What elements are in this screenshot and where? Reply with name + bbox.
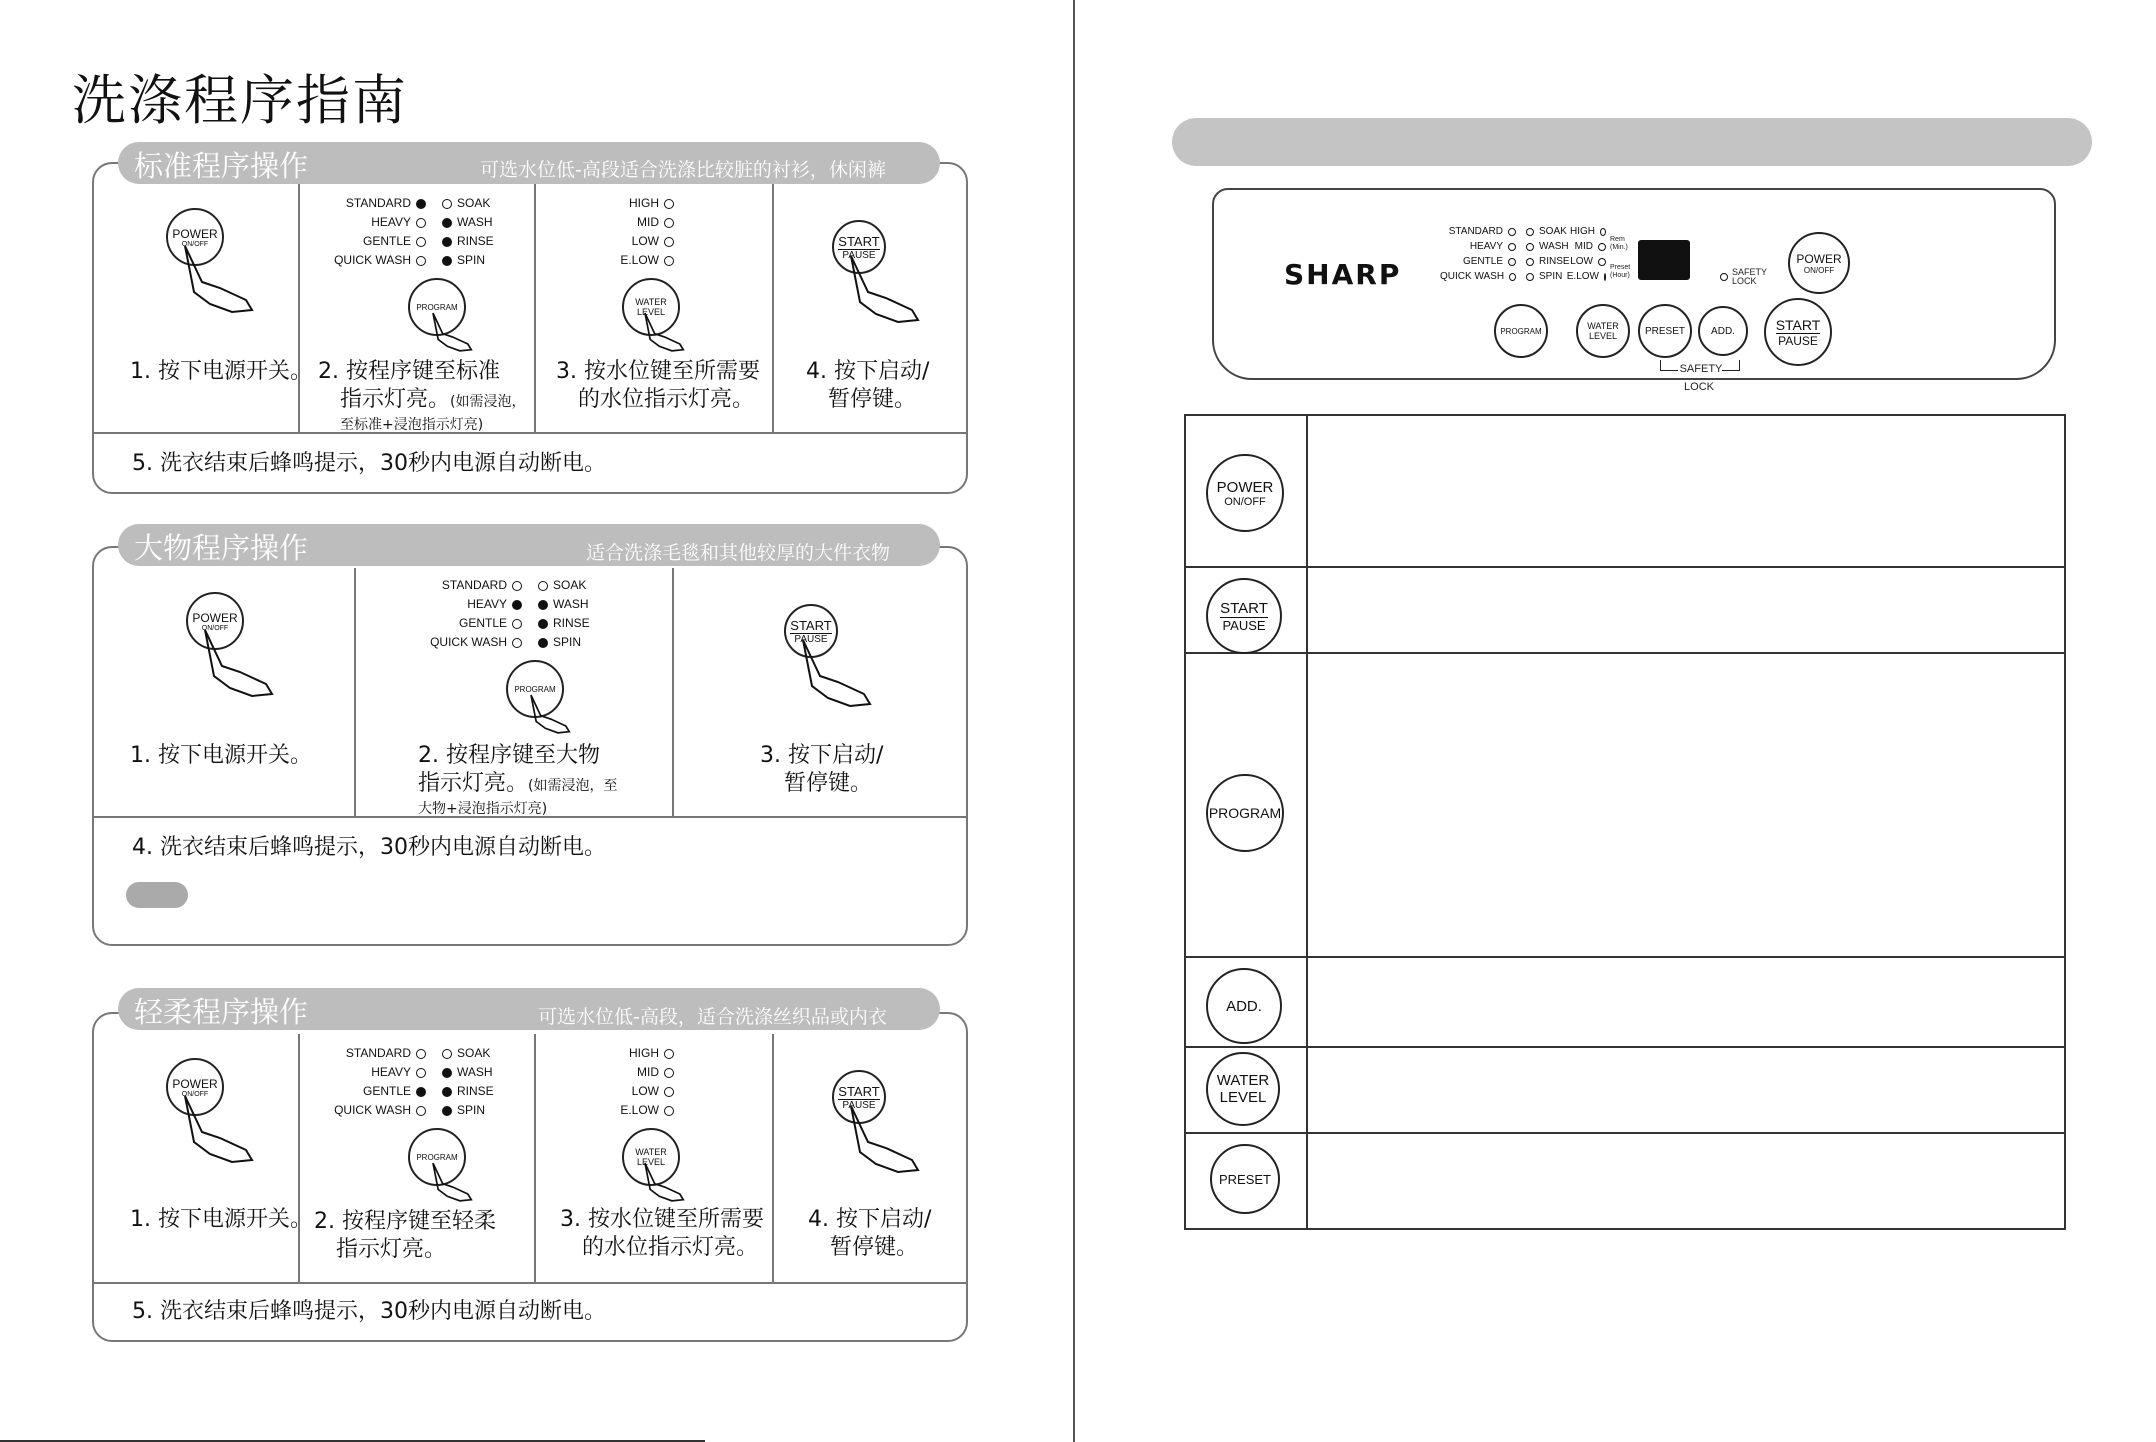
- button-description-table: [1184, 414, 2066, 1230]
- power-sub-label: ON/OFF: [181, 1090, 209, 1098]
- indicator-dot: [664, 256, 674, 266]
- hand-icon: [526, 694, 576, 734]
- step-line: 4. 按下启动/: [808, 1207, 932, 1232]
- indicator-dot: [1526, 243, 1534, 251]
- digital-display: [1638, 240, 1690, 280]
- label-wash: WASH: [457, 1065, 493, 1079]
- step-text: [808, 1206, 931, 1262]
- label-rinse: RINSE: [553, 616, 590, 630]
- water-label: WATER: [1216, 1072, 1270, 1089]
- indicator-dot: [664, 1087, 674, 1097]
- program-label: PROGRAM: [1208, 805, 1282, 821]
- table-program-icon: [1206, 774, 1284, 852]
- label-soak: SOAK: [553, 578, 587, 592]
- pause-label: PAUSE: [842, 249, 876, 261]
- stage-indicators: [442, 194, 512, 270]
- safety-lock-bracket-label: [1660, 360, 1740, 393]
- safety-lock-indicator: [1720, 268, 1768, 286]
- power-label: POWER: [192, 610, 238, 625]
- preset-label: PRESET: [1218, 1171, 1271, 1187]
- panel-add-button[interactable]: [1698, 306, 1748, 356]
- step-line: 2. 按程序键至轻柔: [314, 1209, 496, 1234]
- label-standard: STANDARD: [441, 578, 507, 592]
- program-label: PROGRAM: [416, 1152, 458, 1162]
- step-line: 2. 按程序键至标准: [318, 359, 500, 384]
- indicator-dot: [1598, 243, 1606, 251]
- indicator-dot-filled: [442, 1106, 452, 1116]
- step-line: 2. 按程序键至大物: [418, 743, 600, 768]
- label-high: HIGH: [1570, 226, 1595, 237]
- water-sub-label: LEVEL: [636, 307, 666, 317]
- step-text: [760, 742, 883, 798]
- label-standard: STANDARD: [345, 196, 411, 210]
- label-spin: SPIN: [1539, 271, 1563, 282]
- table-start-pause-icon: [1206, 578, 1282, 654]
- hand-icon: [180, 244, 260, 314]
- indicator-dot: [416, 1068, 426, 1078]
- start-label: START: [838, 1083, 880, 1099]
- divider: [534, 1034, 536, 1282]
- label-gentle: GENTLE: [362, 1084, 411, 1098]
- table-water-level-icon: [1206, 1052, 1280, 1126]
- divider: [772, 1034, 774, 1282]
- water-sub-label: LEVEL: [636, 1157, 666, 1167]
- label-wash: WASH: [553, 597, 589, 611]
- label-high: HIGH: [629, 1046, 659, 1060]
- indicator-dot: [1526, 258, 1534, 266]
- label-heavy: HEAVY: [467, 597, 507, 611]
- label-quick-wash: QUICK WASH: [334, 253, 411, 267]
- label-elow: E.LOW: [1566, 271, 1599, 282]
- indicator-dot: [1526, 228, 1534, 236]
- hand-icon: [428, 1162, 478, 1202]
- panel-power-button[interactable]: [1788, 232, 1850, 294]
- section-heavy-note: 适合洗涤毛毯和其他较厚的大件衣物: [586, 542, 891, 564]
- section-standard-title: 标准程序操作: [134, 149, 309, 183]
- hand-icon: [200, 628, 280, 698]
- step-note: 大物+浸泡指示灯亮): [418, 801, 548, 817]
- stage-indicators: [442, 1044, 512, 1120]
- water-sub-label: LEVEL: [1588, 331, 1618, 341]
- level-indicators: [600, 1044, 674, 1120]
- label-mid: MID: [637, 215, 659, 229]
- panel-level-indicators: [1566, 224, 1606, 284]
- indicator-dot-filled: [442, 256, 452, 266]
- panel-program-button[interactable]: [1494, 304, 1548, 358]
- program-indicators: [426, 576, 522, 652]
- power-label: POWER: [1796, 251, 1842, 266]
- step-text: [560, 1206, 764, 1262]
- power-label: POWER: [1216, 478, 1274, 496]
- stage-indicators: [538, 576, 608, 652]
- label-gentle: GENTLE: [362, 234, 411, 248]
- add-label: ADD.: [1711, 325, 1735, 337]
- step-text: [318, 358, 532, 434]
- label-elow: E.LOW: [620, 253, 659, 267]
- step-line: 暂停键。: [830, 1235, 919, 1260]
- divider: [298, 1034, 300, 1282]
- indicator-dot: [442, 1049, 452, 1059]
- indicator-dot: [664, 1049, 674, 1059]
- panel-start-pause-button[interactable]: [1764, 298, 1832, 366]
- indicator-dot-filled: [538, 600, 548, 610]
- panel-program-indicators: [1440, 224, 1516, 284]
- label-wash: WASH: [457, 215, 493, 229]
- label-low: LOW: [631, 234, 659, 248]
- indicator-dot-filled: [442, 218, 452, 228]
- panel-preset-button[interactable]: [1638, 304, 1692, 358]
- section-standard-note: 可选水位低-高段适合洗涤比较脏的衬衫，休闲裤: [480, 159, 886, 181]
- label-gentle: GENTLE: [1462, 256, 1503, 267]
- label-soak: SOAK: [457, 196, 491, 210]
- power-label: POWER: [172, 226, 218, 241]
- divider: [298, 184, 300, 432]
- divider: [354, 568, 356, 816]
- step-text: 1. 按下电源开关。: [130, 359, 312, 384]
- note-tag: [126, 882, 188, 908]
- preset-hour-label: Preset (Hour): [1610, 264, 1631, 279]
- hand-icon: [428, 312, 478, 352]
- indicator-dot: [442, 199, 452, 209]
- hand-icon: [798, 638, 878, 708]
- page-fold: [1073, 0, 1075, 1442]
- step-line: 暂停键。: [784, 771, 873, 796]
- indicator-dot: [1508, 258, 1516, 266]
- label-heavy: HEAVY: [1469, 241, 1503, 252]
- step-line: 3. 按水位键至所需要: [560, 1207, 764, 1232]
- table-row-divider: [1186, 1046, 2064, 1048]
- section-gentle: [92, 1012, 968, 1342]
- step-note: (如需浸泡，至: [528, 778, 618, 794]
- program-label: PROGRAM: [1500, 326, 1542, 336]
- indicator-dot-filled: [538, 619, 548, 629]
- step-note: (如需浸泡，: [450, 394, 526, 410]
- hand-icon: [640, 1162, 690, 1202]
- table-column-divider: [1306, 416, 1308, 1228]
- pause-label: PAUSE: [1778, 333, 1818, 348]
- label-quick-wash: QUICK WASH: [334, 1103, 411, 1117]
- step-text: [418, 742, 668, 818]
- indicator-dot: [1720, 273, 1728, 281]
- water-sub-label: LEVEL: [1219, 1089, 1267, 1106]
- program-label: PROGRAM: [514, 684, 556, 694]
- label-spin: SPIN: [553, 635, 582, 649]
- section-footer: 4. 洗衣结束后蜂鸣提示，30秒内电源自动断电。: [132, 835, 606, 860]
- label-rinse: RINSE: [457, 1084, 494, 1098]
- label-rinse: RINSE: [1539, 256, 1570, 267]
- safety-lock-bracket-text: SAFETY LOCK: [1679, 363, 1723, 393]
- label-quick-wash: QUICK WASH: [1440, 271, 1505, 282]
- water-label: WATER: [635, 1147, 667, 1157]
- step-text: 1. 按下电源开关。: [130, 1207, 312, 1232]
- step-line: 的水位指示灯亮。: [578, 387, 755, 412]
- divider: [534, 184, 536, 432]
- indicator-dot: [416, 1106, 426, 1116]
- divider: [772, 184, 774, 432]
- indicator-dot: [664, 237, 674, 247]
- indicator-dot: [1600, 228, 1606, 236]
- indicator-dot: [1598, 258, 1606, 266]
- table-row-divider: [1186, 652, 2064, 654]
- indicator-dot: [416, 256, 426, 266]
- hand-icon: [640, 312, 690, 352]
- power-sub-label: ON/OFF: [181, 240, 209, 248]
- power-sub-label: ON/OFF: [201, 624, 229, 632]
- indicator-dot: [1508, 243, 1516, 251]
- preset-label: PRESET: [1644, 325, 1685, 337]
- indicator-dot-filled: [538, 638, 548, 648]
- label-spin: SPIN: [457, 253, 486, 267]
- hand-icon: [846, 1104, 926, 1174]
- step-line: 4. 按下启动/: [806, 359, 930, 384]
- section-heavy-title: 大物程序操作: [134, 531, 309, 565]
- step-line: 3. 按水位键至所需要: [556, 359, 760, 384]
- add-label: ADD.: [1226, 997, 1262, 1015]
- right-header-bar: [1172, 118, 2092, 166]
- program-indicators: [330, 1044, 426, 1120]
- hand-icon: [180, 1094, 260, 1164]
- hand-icon: [846, 254, 926, 324]
- page-title: 洗涤程序指南: [72, 69, 408, 132]
- pause-label: PAUSE: [1222, 617, 1266, 633]
- step-line: 指示灯亮。: [418, 771, 529, 796]
- level-indicators: [600, 194, 674, 270]
- indicator-dot: [664, 1068, 674, 1078]
- step-line: 3. 按下启动/: [760, 743, 884, 768]
- label-soak: SOAK: [457, 1046, 491, 1060]
- label-wash: WASH: [1539, 241, 1569, 252]
- step-text: 1. 按下电源开关。: [130, 743, 312, 768]
- table-row-divider: [1186, 566, 2064, 568]
- section-footer: 5. 洗衣结束后蜂鸣提示，30秒内电源自动断电。: [132, 1299, 606, 1324]
- label-gentle: GENTLE: [458, 616, 507, 630]
- start-label: START: [1775, 316, 1821, 333]
- section-standard: [92, 162, 968, 494]
- indicator-dot-filled: [512, 600, 522, 610]
- label-heavy: HEAVY: [371, 215, 411, 229]
- program-label: PROGRAM: [416, 302, 458, 312]
- divider: [672, 568, 674, 816]
- indicator-dot-filled: [442, 237, 452, 247]
- table-add-icon: [1206, 968, 1282, 1044]
- section-footer: 5. 洗衣结束后蜂鸣提示，30秒内电源自动断电。: [132, 451, 606, 476]
- indicator-dot: [512, 638, 522, 648]
- label-low: LOW: [631, 1084, 659, 1098]
- divider: [92, 1282, 966, 1284]
- indicator-dot-filled: [442, 1087, 452, 1097]
- section-gentle-note: 可选水位低-高段，适合洗涤丝织品或内衣: [538, 1006, 887, 1028]
- label-mid: MID: [1574, 241, 1593, 252]
- water-label: WATER: [1587, 321, 1619, 331]
- indicator-dot: [538, 581, 548, 591]
- step-line: 指示灯亮。: [336, 1237, 447, 1262]
- indicator-dot-filled: [416, 1087, 426, 1097]
- indicator-dot: [416, 218, 426, 228]
- indicator-dot-filled: [442, 1068, 452, 1078]
- label-quick-wash: QUICK WASH: [430, 635, 507, 649]
- indicator-dot: [1509, 273, 1516, 281]
- indicator-dot: [664, 199, 674, 209]
- table-preset-icon: [1210, 1144, 1280, 1214]
- indicator-dot: [512, 619, 522, 629]
- power-label: POWER: [172, 1076, 218, 1091]
- table-row-divider: [1186, 956, 2064, 958]
- label-high: HIGH: [629, 196, 659, 210]
- indicator-dot-filled: [416, 199, 426, 209]
- indicator-dot: [512, 581, 522, 591]
- indicator-dot: [416, 237, 426, 247]
- indicator-dot: [1526, 273, 1534, 281]
- label-elow: E.LOW: [620, 1103, 659, 1117]
- label-soak: SOAK: [1539, 226, 1567, 237]
- indicator-dot: [1508, 228, 1516, 236]
- label-standard: STANDARD: [1448, 226, 1503, 237]
- step-line: 指示灯亮。: [340, 387, 451, 412]
- section-gentle-title: 轻柔程序操作: [134, 995, 309, 1029]
- step-text: [314, 1208, 496, 1264]
- step-line: 暂停键。: [828, 387, 917, 412]
- power-sub-label: ON/OFF: [1803, 265, 1835, 275]
- water-label: WATER: [635, 297, 667, 307]
- indicator-dot: [664, 218, 674, 228]
- start-label: START: [1220, 599, 1268, 617]
- rem-min-label: Rem (Min.): [1610, 236, 1628, 251]
- start-label: START: [790, 617, 832, 633]
- pause-label: PAUSE: [794, 633, 828, 645]
- label-rinse: RINSE: [457, 234, 494, 248]
- step-text: [806, 358, 929, 414]
- label-heavy: HEAVY: [371, 1065, 411, 1079]
- label-low: LOW: [1570, 256, 1593, 267]
- label-spin: SPIN: [457, 1103, 486, 1117]
- indicator-dot: [416, 1049, 426, 1059]
- panel-water-level-button[interactable]: [1576, 304, 1630, 358]
- indicator-dot: [1604, 273, 1606, 281]
- table-power-icon: [1206, 454, 1284, 532]
- program-indicators: [330, 194, 426, 270]
- safety-lock-label: SAFETY LOCK: [1732, 267, 1767, 286]
- step-note: 至标准+浸泡指示灯亮): [340, 417, 484, 433]
- step-text: [556, 358, 760, 414]
- indicator-dot: [664, 1106, 674, 1116]
- label-mid: MID: [637, 1065, 659, 1079]
- label-standard: STANDARD: [345, 1046, 411, 1060]
- start-label: START: [838, 233, 880, 249]
- table-row-divider: [1186, 1132, 2064, 1134]
- step-line: 的水位指示灯亮。: [582, 1235, 759, 1260]
- brand-logo: SHARP: [1284, 258, 1402, 291]
- power-sub-label: ON/OFF: [1224, 495, 1266, 508]
- pause-label: PAUSE: [842, 1099, 876, 1111]
